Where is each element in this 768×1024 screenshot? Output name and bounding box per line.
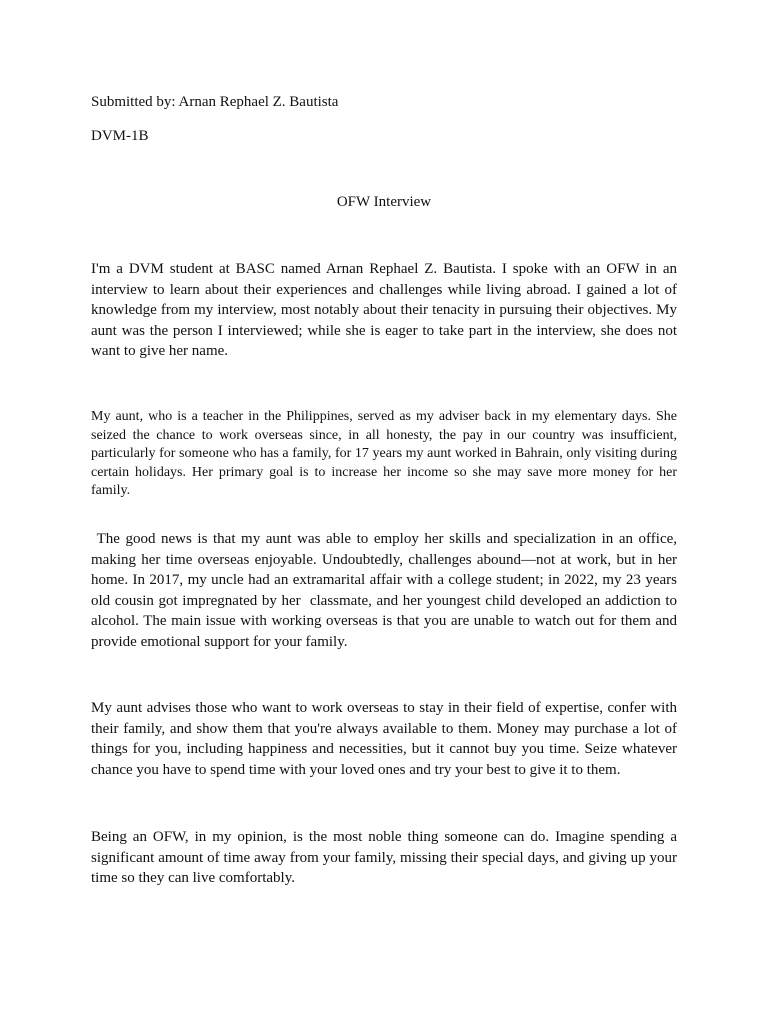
section-line: DVM-1B — [91, 128, 149, 144]
document-title: OFW Interview — [336, 194, 432, 210]
paragraph-3: The good news is that my aunt was able to employ her skills and specialization in an office, making her time overseas enjoyable. Undoubtedly, challenges abound—not at work, but in her home. In 2017, my uncle had an extramarital affair with a college student; in 2022, my 23 years old cousin got impregnated by her classmate, and her youngest child developed an addiction to alcohol. The main issue with working overseas is that you are unable to watch out for them and provide emotional support for your family. — [91, 531, 681, 650]
paragraph-1: I'm a DVM student at BASC named Arnan Rephael Z. Bautista. I spoke with an OFW in an interview to learn about their experiences and challenges while living abroad. I gained a lot of knowledge from my interview, most notably about their tenacity in pursuing their objectives. My aunt was the person I interviewed; while she is eager to take part in the interview, she does not want to give her name. — [91, 261, 677, 359]
paragraph-5: Being an OFW, in my opinion, is the most noble thing someone can do. Imagine spending a significant amount of time away from your family, missing their special days, and giving up your time so they can live comfortably. — [91, 829, 677, 886]
paragraph-2: My aunt, who is a teacher in the Philippines, served as my adviser back in my elementary days. She seized the chance to work overseas since, in all honesty, the pay in our country was insufficient, particularly for someone who has a family, for 17 years my aunt worked in Bahrain, only visiting during certain holidays. Her primary goal is to increase her income so she may save more money for her family. — [91, 409, 677, 498]
paragraph-4: My aunt advises those who want to work overseas to stay in their field of expertise, confer with their family, and show them that you're always available to them. Money may purchase a lot of things for you, including happiness and necessities, but it cannot buy you time. Seize whatever chance you have to spend time with your loved ones and try your best to give it to them. — [91, 700, 677, 778]
submitted-by-line: Submitted by: Arnan Rephael Z. Bautista — [91, 94, 339, 110]
